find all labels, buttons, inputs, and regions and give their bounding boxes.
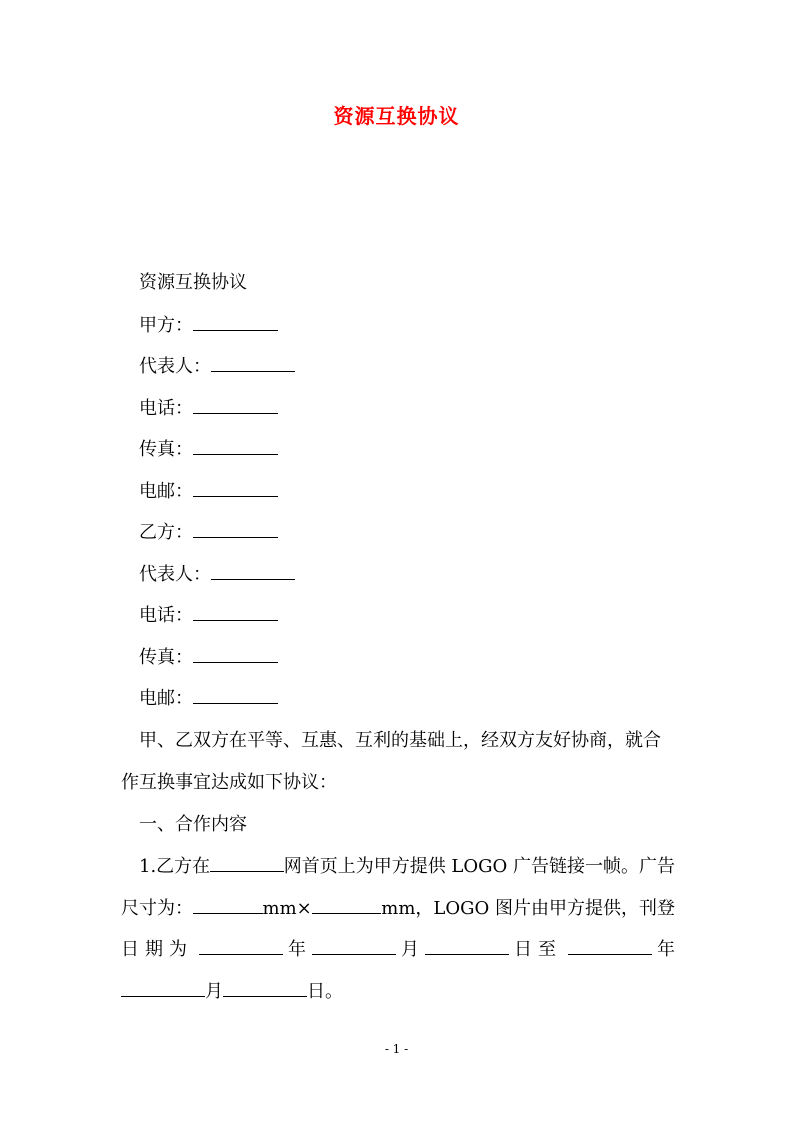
party-b-email-blank [193,683,278,704]
start-day-blank [425,934,509,955]
party-a-email-blank [193,476,278,497]
party-a-rep-blank [211,351,295,372]
party-a-email-field [139,476,693,507]
section-1-item-1-line-1 [139,851,675,882]
website-name-blank [210,851,284,872]
party-b-rep-blank [211,559,295,580]
party-a-rep-field [139,351,693,382]
agreement-subtitle: 资源互换协议 [139,272,247,293]
party-a-rep-label: 代表人： [139,356,211,377]
party-b-fax-label: 传真： [139,647,193,668]
document-title: 资源互换协议 [333,104,460,128]
party-b-name-label: 乙方： [139,522,193,543]
party-b-phone-blank [193,600,278,621]
item-1-line-2-unit: mm× [262,898,312,919]
start-month-label: 月 [401,939,419,960]
party-b-name-blank [193,517,278,538]
end-day-label: 日。 [307,981,343,1002]
party-a-phone-label: 电话： [139,398,193,419]
page-number: - 1 - [384,1042,409,1056]
item-1-line-2-prefix: 尺寸为： [121,898,193,919]
party-b-phone-field [139,600,693,631]
start-month-blank [312,934,396,955]
section-1-heading: 一、合作内容 [139,814,247,835]
item-1-line-3-prefix: 日期为 [121,939,193,960]
item-1-line-1-suffix: 网首页上为甲方提供 LOGO 广告链接一帧。广告 [283,856,675,877]
item-1-line-2-suffix: mm，LOGO 图片由甲方提供，刊登 [381,898,675,919]
party-a-fax-label: 传真： [139,439,193,460]
end-year-label: 年 [657,939,675,960]
end-year-blank [568,934,652,955]
party-b-phone-label: 电话： [139,605,193,626]
end-month-label: 月 [205,981,223,1002]
ad-height-blank [312,893,382,914]
party-b-rep-label: 代表人： [139,564,211,585]
party-b-email-label: 电邮： [139,688,193,709]
start-year-blank [199,934,283,955]
end-day-blank [223,976,307,997]
party-a-fax-field [139,434,693,465]
end-month-blank [121,976,205,997]
party-a-fax-blank [193,434,278,455]
start-day-to-label: 日至 [514,939,562,960]
party-a-phone-field [139,393,693,424]
party-b-fax-blank [193,642,278,663]
section-1-item-1-line-2 [121,893,675,924]
start-year-label: 年 [288,939,306,960]
party-a-phone-blank [193,393,278,414]
intro-paragraph-line-1: 甲、乙双方在平等、互惠、互利的基础上，经双方友好协商，就合 [139,730,661,751]
item-1-line-1-prefix: 1.乙方在 [139,856,211,877]
party-b-name-field [139,517,693,548]
party-a-email-label: 电邮： [139,481,193,502]
party-a-name-label: 甲方： [139,315,193,336]
intro-paragraph-line-2: 作互换事宜达成如下协议： [121,772,337,793]
party-b-fax-field [139,642,693,673]
party-b-rep-field [139,559,693,590]
party-b-email-field [139,683,693,714]
party-a-name-blank [193,310,278,331]
ad-width-blank [193,893,263,914]
party-a-name-field [139,310,693,341]
section-1-item-1-line-3 [121,934,675,965]
section-1-item-1-line-4 [121,976,675,1007]
